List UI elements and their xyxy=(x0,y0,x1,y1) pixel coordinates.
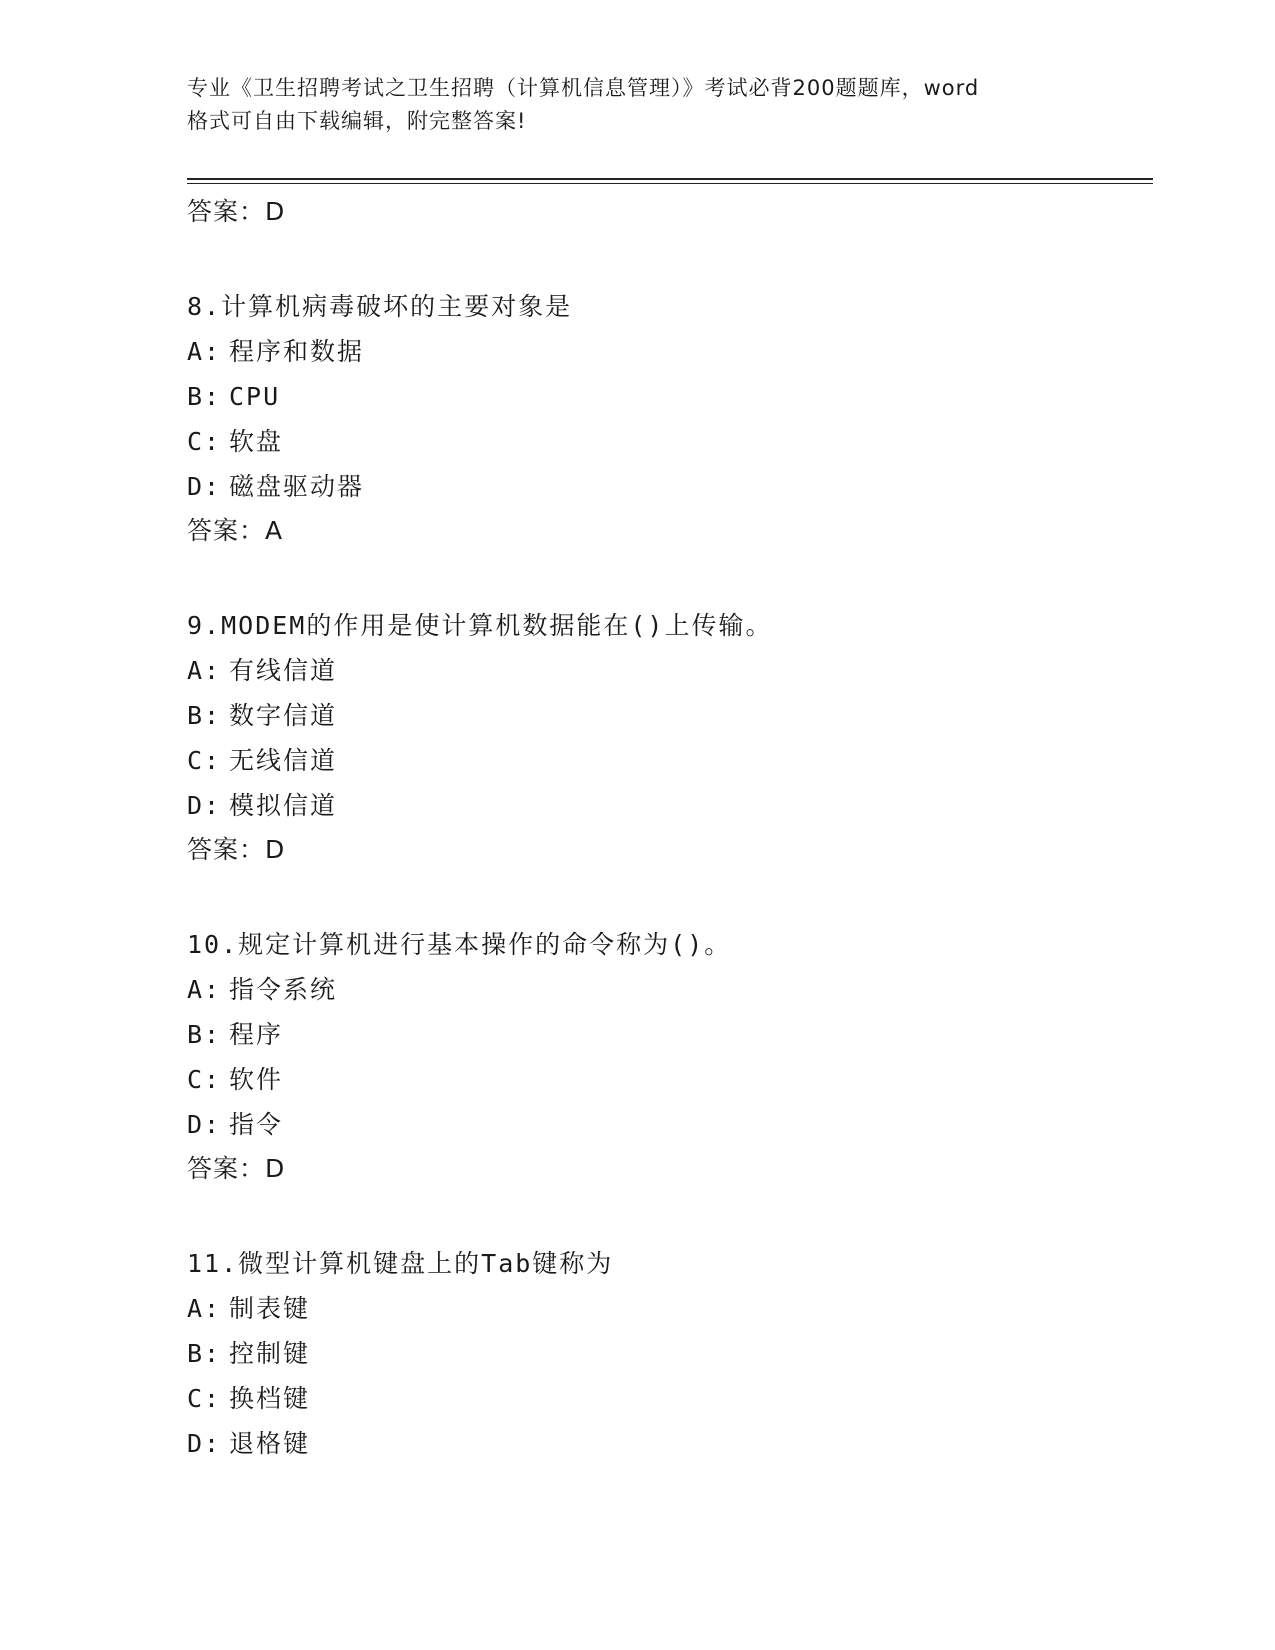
answer-line: 答案：D xyxy=(187,835,286,864)
option-a xyxy=(187,329,1147,374)
header-line-2: 格式可自由下载编辑，附完整答案! xyxy=(187,109,527,133)
option-text: 有线信道 xyxy=(229,656,338,685)
option-c xyxy=(187,1057,1147,1102)
option-key: D: xyxy=(187,472,222,501)
document-header xyxy=(187,72,1087,138)
header-line-1: 专业《卫生招聘考试之卫生招聘（计算机信息管理）》考试必背200题题库，word xyxy=(187,76,980,100)
option-text: 模拟信道 xyxy=(229,791,338,820)
option-c xyxy=(187,1376,1147,1421)
option-key: B: xyxy=(187,382,222,411)
option-key: C: xyxy=(187,427,222,456)
option-text: 退格键 xyxy=(229,1429,311,1458)
option-a xyxy=(187,648,1147,693)
question-stem: 10.规定计算机进行基本操作的命令称为()。 xyxy=(187,930,732,959)
option-key: D: xyxy=(187,1429,222,1458)
option-text: 换档键 xyxy=(229,1384,311,1413)
option-text: 磁盘驱动器 xyxy=(229,472,365,501)
option-text: 软件 xyxy=(229,1065,284,1094)
question-item xyxy=(187,1241,1147,1466)
option-text: 软盘 xyxy=(229,427,284,456)
header-divider-thick xyxy=(187,178,1153,180)
option-text: 控制键 xyxy=(229,1339,311,1368)
header-divider-thin xyxy=(187,183,1153,184)
answer-line: 答案：D xyxy=(187,1154,286,1183)
previous-answer: 答案：D xyxy=(187,197,286,226)
option-text: 无线信道 xyxy=(229,746,338,775)
option-a xyxy=(187,1286,1147,1331)
option-key: C: xyxy=(187,746,222,775)
option-b xyxy=(187,1331,1147,1376)
option-text: 程序和数据 xyxy=(229,337,365,366)
option-key: C: xyxy=(187,1384,222,1413)
option-key: A: xyxy=(187,1294,222,1323)
option-key: A: xyxy=(187,656,222,685)
option-d xyxy=(187,1421,1147,1466)
option-c xyxy=(187,738,1147,783)
question-stem: 9.MODEM的作用是使计算机数据能在()上传输。 xyxy=(187,611,773,640)
option-text: 制表键 xyxy=(229,1294,311,1323)
option-text: 程序 xyxy=(229,1020,284,1049)
option-d xyxy=(187,783,1147,828)
question-list xyxy=(187,190,1147,1466)
option-key: B: xyxy=(187,1339,222,1368)
option-key: D: xyxy=(187,1110,222,1139)
option-text: 指令系统 xyxy=(229,975,338,1004)
option-text: CPU xyxy=(229,382,281,411)
question-stem: 11.微型计算机键盘上的Tab键称为 xyxy=(187,1249,614,1278)
question-item xyxy=(187,922,1147,1191)
question-stem: 8.计算机病毒破坏的主要对象是 xyxy=(187,292,573,321)
answer-line: 答案：A xyxy=(187,516,284,545)
option-b xyxy=(187,1012,1147,1057)
option-key: B: xyxy=(187,1020,222,1049)
option-text: 指令 xyxy=(229,1110,284,1139)
option-d xyxy=(187,464,1147,509)
question-item xyxy=(187,603,1147,872)
option-b xyxy=(187,374,1147,419)
option-key: A: xyxy=(187,337,222,366)
option-d xyxy=(187,1102,1147,1147)
option-b xyxy=(187,693,1147,738)
option-key: D: xyxy=(187,791,222,820)
option-key: C: xyxy=(187,1065,222,1094)
option-key: A: xyxy=(187,975,222,1004)
option-text: 数字信道 xyxy=(229,701,338,730)
option-key: B: xyxy=(187,701,222,730)
option-a xyxy=(187,967,1147,1012)
option-c xyxy=(187,419,1147,464)
question-item xyxy=(187,284,1147,553)
